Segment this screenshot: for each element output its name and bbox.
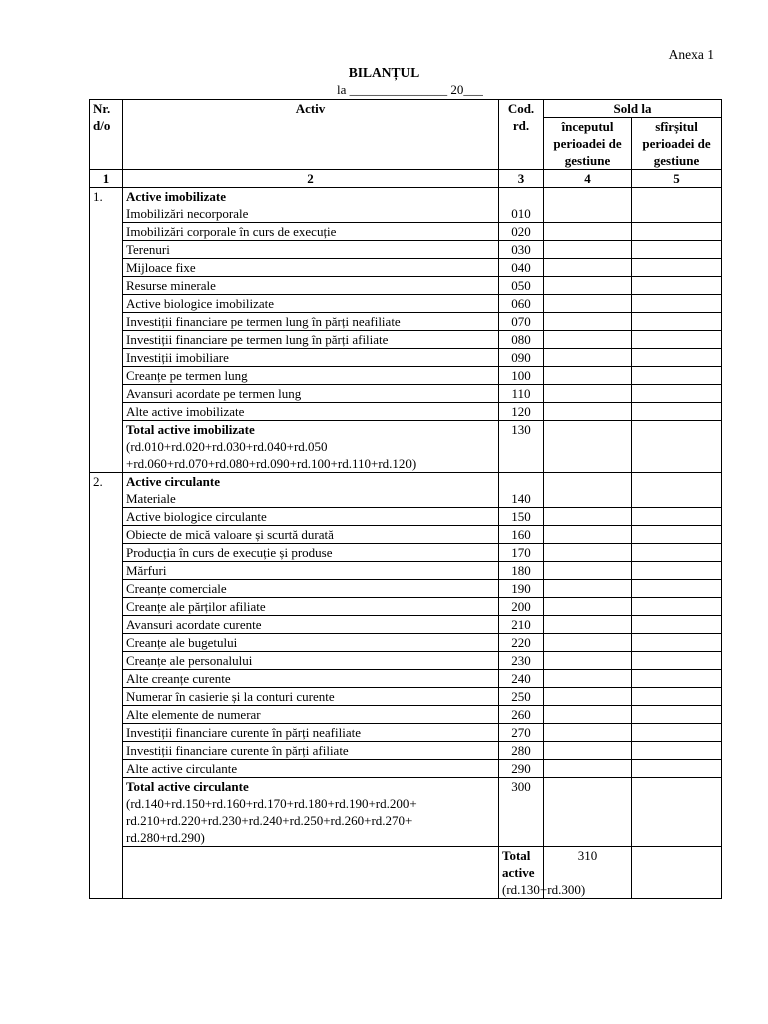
row-code: 110 (499, 385, 544, 403)
table-row (90, 598, 722, 616)
total-formula: (rd.140+rd.150+rd.160+rd.170+rd.180+rd.190+rd.200+ (126, 796, 417, 811)
value-cell-end[interactable] (632, 634, 722, 652)
header-sold: Sold la (544, 100, 722, 118)
section2-nr: 2. (90, 473, 123, 899)
row-code: 120 (499, 403, 544, 421)
value-cell-start[interactable] (544, 205, 632, 223)
table-header-row (90, 100, 722, 118)
table-row (90, 580, 722, 598)
value-cell-end[interactable] (632, 331, 722, 349)
value-cell-end[interactable] (632, 403, 722, 421)
value-cell-start[interactable] (544, 223, 632, 241)
row-code: 270 (499, 724, 544, 742)
total-formula: (rd.010+rd.020+rd.030+rd.040+rd.050 (126, 439, 328, 454)
value-cell-start[interactable] (544, 760, 632, 778)
row-code: 080 (499, 331, 544, 349)
table-row (90, 295, 722, 313)
date-line: la _______________ 20___ (337, 82, 483, 97)
row-label: Imobilizări necorporale (123, 205, 499, 223)
row-code: 230 (499, 652, 544, 670)
header-nr: Nr. d/o (90, 100, 123, 170)
col-num-2: 2 (123, 170, 499, 188)
table-row (90, 367, 722, 385)
value-cell-end[interactable] (632, 241, 722, 259)
value-cell-start[interactable] (544, 241, 632, 259)
grand-total-row (90, 847, 722, 899)
table-row (90, 385, 722, 403)
value-cell-end[interactable] (632, 670, 722, 688)
header-sfirsit: sfîrșitul perioadei de gestiune (632, 118, 722, 170)
row-label: Creanțe ale părților afiliate (123, 598, 499, 616)
value-cell-end[interactable] (632, 778, 722, 847)
table-row (90, 760, 722, 778)
value-cell-end[interactable] (632, 760, 722, 778)
row-label: Resurse minerale (123, 277, 499, 295)
value-cell-end[interactable] (632, 616, 722, 634)
row-label: Investiții financiare pe termen lung în părți afiliate (123, 331, 499, 349)
row-label: Obiecte de mică valoare și scurtă durată (123, 526, 499, 544)
section1-title: Active imobilizate (123, 188, 499, 206)
row-label: Investiții financiare curente în părți neafiliate (123, 724, 499, 742)
row-label: Creanțe comerciale (123, 580, 499, 598)
value-cell-end[interactable] (632, 544, 722, 562)
value-cell-end[interactable] (632, 508, 722, 526)
value-cell-start[interactable] (544, 598, 632, 616)
table-row (90, 241, 722, 259)
row-code: 260 (499, 706, 544, 724)
row-label: Alte elemente de numerar (123, 706, 499, 724)
row-code: 250 (499, 688, 544, 706)
value-cell-end[interactable] (632, 688, 722, 706)
row-label: Terenuri (123, 241, 499, 259)
total-title: Total active imobilizate (126, 422, 255, 437)
table-row (90, 742, 722, 760)
col-num-3: 3 (499, 170, 544, 188)
row-code: 060 (499, 295, 544, 313)
row-label: Avansuri acordate pe termen lung (123, 385, 499, 403)
value-cell-end[interactable] (632, 598, 722, 616)
section1-title-row (90, 188, 722, 206)
value-cell-start[interactable] (544, 724, 632, 742)
table-row (90, 526, 722, 544)
value-cell-end[interactable] (632, 706, 722, 724)
row-code: 220 (499, 634, 544, 652)
section2-title-row (90, 473, 722, 491)
value-cell-start[interactable] (544, 277, 632, 295)
value-cell-start[interactable] (544, 742, 632, 760)
value-cell-start[interactable] (544, 349, 632, 367)
col-num-5: 5 (632, 170, 722, 188)
row-label: Alte active imobilizate (123, 403, 499, 421)
row-code: 020 (499, 223, 544, 241)
row-label: Creanțe ale personalului (123, 652, 499, 670)
value-cell-end[interactable] (632, 526, 722, 544)
total-title: Total active (502, 848, 535, 880)
row-label: Materiale (123, 490, 499, 508)
table-row (90, 403, 722, 421)
row-code: 290 (499, 760, 544, 778)
row-code: 210 (499, 616, 544, 634)
table-row (90, 562, 722, 580)
row-code: 140 (499, 490, 544, 508)
value-cell-start[interactable] (544, 295, 632, 313)
value-cell-end[interactable] (632, 295, 722, 313)
row-label: Mărfuri (123, 562, 499, 580)
section2-total (123, 778, 499, 847)
row-label: Alte active circulante (123, 760, 499, 778)
value-cell-end[interactable] (632, 259, 722, 277)
row-code: 150 (499, 508, 544, 526)
row-label: Avansuri acordate curente (123, 616, 499, 634)
document-title: BILANȚUL (348, 65, 420, 80)
value-cell-start[interactable] (544, 403, 632, 421)
row-code: 200 (499, 598, 544, 616)
header-cod: Cod. rd. (499, 100, 544, 170)
row-code: 010 (499, 205, 544, 223)
value-cell-end[interactable] (632, 562, 722, 580)
table-row (90, 313, 722, 331)
value-cell-end[interactable] (632, 205, 722, 223)
row-label: Active biologice circulante (123, 508, 499, 526)
value-cell-end[interactable] (632, 277, 722, 295)
value-cell-start[interactable] (544, 580, 632, 598)
value-cell-start[interactable] (544, 634, 632, 652)
section2-total-row (90, 778, 722, 847)
row-label: Numerar în casierie și la conturi curente (123, 688, 499, 706)
row-code: 160 (499, 526, 544, 544)
row-label: Active biologice imobilizate (123, 295, 499, 313)
value-cell-start[interactable] (544, 670, 632, 688)
value-cell-start[interactable] (544, 778, 632, 847)
value-cell-end[interactable] (632, 367, 722, 385)
value-cell-end[interactable] (632, 385, 722, 403)
row-code: 070 (499, 313, 544, 331)
value-cell-start[interactable] (544, 544, 632, 562)
value-cell-end[interactable] (632, 742, 722, 760)
value-cell-start[interactable] (544, 526, 632, 544)
section1-total (123, 421, 499, 473)
row-code: 300 (499, 778, 544, 847)
balance-sheet-table (89, 99, 722, 899)
value-cell-start[interactable] (544, 367, 632, 385)
total-formula: rd.210+rd.220+rd.230+rd.240+rd.250+rd.260+rd.270+ (126, 813, 413, 828)
row-code: 280 (499, 742, 544, 760)
table-row (90, 688, 722, 706)
row-code: 130 (499, 421, 544, 473)
value-cell-start[interactable] (544, 706, 632, 724)
section1-total-row (90, 421, 722, 473)
table-row (90, 223, 722, 241)
table-row (90, 277, 722, 295)
value-cell-start[interactable] (544, 313, 632, 331)
row-label: Investiții imobiliare (123, 349, 499, 367)
grand-total (499, 847, 586, 899)
row-label: Mijloace fixe (123, 259, 499, 277)
value-cell-end[interactable] (632, 223, 722, 241)
table-row (90, 724, 722, 742)
table-row (90, 616, 722, 634)
value-cell-end[interactable] (632, 349, 722, 367)
value-cell-start[interactable] (544, 421, 632, 473)
row-label: Investiții financiare curente în părți afiliate (123, 742, 499, 760)
table-row (90, 634, 722, 652)
table-row (90, 508, 722, 526)
row-code: 190 (499, 580, 544, 598)
table-row (90, 490, 722, 508)
value-cell-end[interactable] (632, 652, 722, 670)
value-cell-end[interactable] (632, 421, 722, 473)
section2-title: Active circulante (123, 473, 499, 491)
row-label: Alte creanțe curente (123, 670, 499, 688)
total-formula: rd.280+rd.290) (126, 830, 205, 845)
value-cell-start[interactable] (632, 847, 722, 899)
row-label: Creanțe ale bugetului (123, 634, 499, 652)
value-cell-start[interactable] (544, 688, 632, 706)
value-cell-start[interactable] (544, 331, 632, 349)
col-num-1: 1 (90, 170, 123, 188)
row-code: 170 (499, 544, 544, 562)
value-cell-start[interactable] (544, 259, 632, 277)
value-cell-start[interactable] (544, 616, 632, 634)
header-activ: Activ (123, 100, 499, 170)
row-label: Imobilizări corporale în curs de execuție (123, 223, 499, 241)
value-cell-start[interactable] (544, 490, 632, 508)
value-cell-start[interactable] (544, 385, 632, 403)
value-cell-end[interactable] (632, 313, 722, 331)
value-cell-end[interactable] (632, 490, 722, 508)
table-row (90, 652, 722, 670)
value-cell-start[interactable] (544, 652, 632, 670)
row-label: Producția în curs de execuție și produse (123, 544, 499, 562)
row-code: 040 (499, 259, 544, 277)
total-title: Total active circulante (126, 779, 249, 794)
row-code: 090 (499, 349, 544, 367)
value-cell-start[interactable] (544, 508, 632, 526)
table-row (90, 706, 722, 724)
value-cell-start[interactable] (544, 562, 632, 580)
row-code: 030 (499, 241, 544, 259)
header-inceput: începutul perioadei de gestiune (544, 118, 632, 170)
table-row (90, 259, 722, 277)
table-row (90, 544, 722, 562)
value-cell-end[interactable] (632, 580, 722, 598)
annex-label: Anexa 1 (668, 47, 714, 62)
row-label: Creanțe pe termen lung (123, 367, 499, 385)
table-row (90, 331, 722, 349)
row-code: 310 (544, 847, 632, 899)
row-code: 100 (499, 367, 544, 385)
column-number-row (90, 170, 722, 188)
table-row (90, 205, 722, 223)
row-code: 050 (499, 277, 544, 295)
row-code: 180 (499, 562, 544, 580)
total-formula: (rd.130+rd.300) (502, 882, 586, 897)
value-cell-end[interactable] (632, 724, 722, 742)
col-num-4: 4 (544, 170, 632, 188)
table-row (90, 349, 722, 367)
row-label: Investiții financiare pe termen lung în părți neafiliate (123, 313, 499, 331)
table-row (90, 670, 722, 688)
total-formula: +rd.060+rd.070+rd.080+rd.090+rd.100+rd.110+rd.120) (126, 456, 417, 471)
row-code: 240 (499, 670, 544, 688)
section1-nr: 1. (90, 188, 123, 473)
